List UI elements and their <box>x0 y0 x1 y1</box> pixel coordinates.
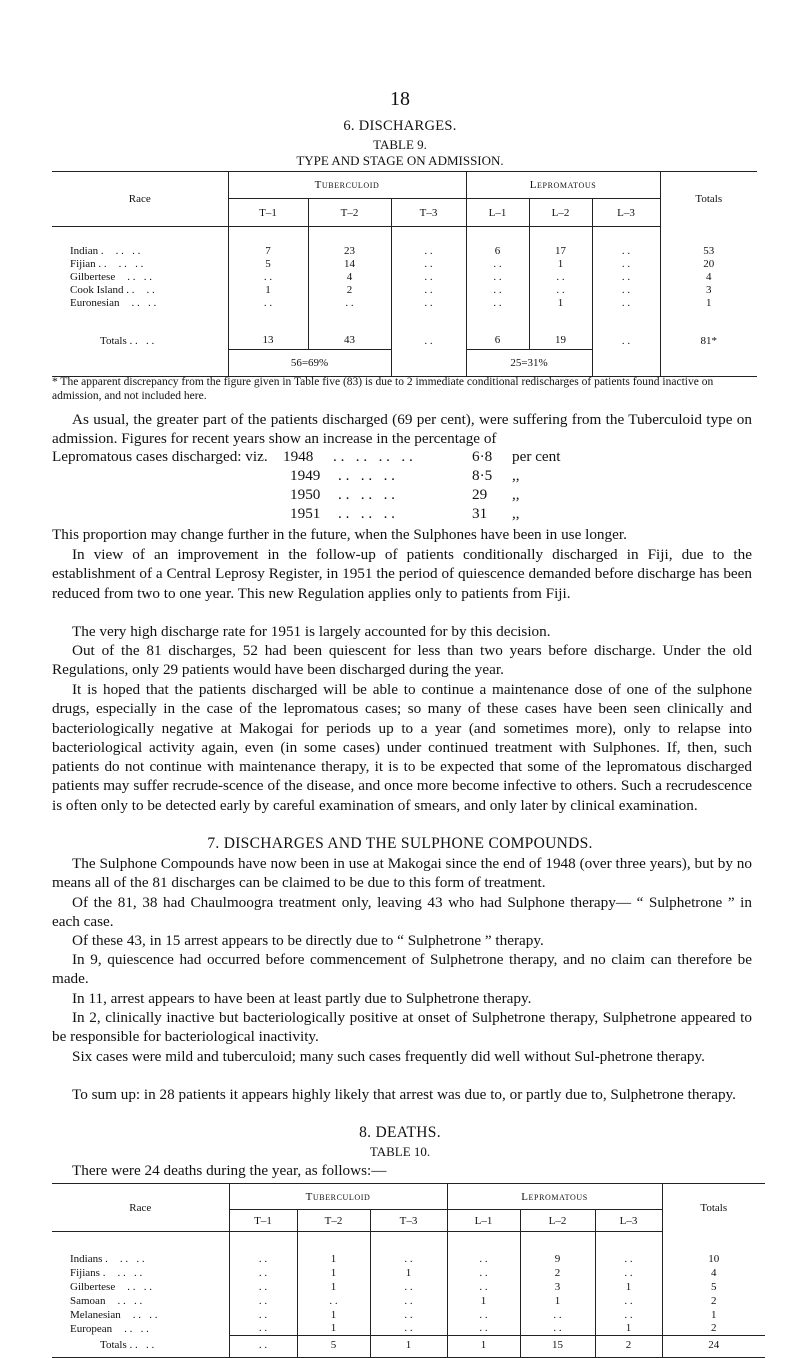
total-cell: . . <box>592 332 660 350</box>
data-cell: . . <box>370 1252 447 1266</box>
data-cell: . . <box>592 258 660 271</box>
paragraph: It is hoped that the patients discharged will be able to continue a maintenance dose of one of the sulphone drugs, especially in the case of the lepromatous cases; so many of these cases have been seen clinically and bacteriologically negative at Makogai for periods up to a year (and sometimes more), only to relapse into bacteriological activity again, even (in some cases) under continued treatment with Sulphones. If, then, such patients do not continue with maintenance therapy, it is to be expected that some of the lepromatous discharged patients may suffer recrude-scence of the disease, and once more become infective to others. Such a recrudescence is often only to be detected early by careful examination of smears, and only later by clinical examination. <box>52 681 752 814</box>
table-9-title: TYPE AND STAGE ON ADMISSION. <box>296 153 504 168</box>
data-cell: 17 <box>529 245 592 258</box>
data-cell: . . <box>228 297 308 310</box>
data-cell: . . <box>595 1266 662 1280</box>
data-cell: . . <box>229 1294 297 1308</box>
data-cell: . . <box>595 1308 662 1322</box>
data-cell: 14 <box>308 258 391 271</box>
race-header: Race <box>52 1184 229 1232</box>
data-cell: 1 <box>662 1308 765 1322</box>
data-cell: . . <box>466 271 529 284</box>
data-cell: . . <box>529 284 592 297</box>
col-header: L–2 <box>520 1210 595 1232</box>
data-cell: . . <box>595 1294 662 1308</box>
col-header: T–1 <box>228 199 308 227</box>
data-cell: . . <box>370 1322 447 1336</box>
pct-dots: . . . . . . <box>338 467 395 484</box>
data-cell: . . <box>466 258 529 271</box>
data-cell: 2 <box>662 1322 765 1336</box>
col-header: T–2 <box>297 1210 370 1232</box>
data-cell: . . <box>520 1308 595 1322</box>
pct-dots: . . . . . . <box>338 505 395 522</box>
paragraph: There were 24 deaths during the year, as follows:— <box>72 1162 387 1179</box>
total-cell: 81* <box>660 332 757 350</box>
table-row <box>52 284 757 297</box>
data-cell: 20 <box>660 258 757 271</box>
data-cell: 1 <box>595 1280 662 1294</box>
section-7-heading: 7. DISCHARGES AND THE SULPHONE COMPOUNDS. <box>207 835 593 852</box>
data-cell: . . <box>466 284 529 297</box>
lepromatous-intro: Lepromatous cases discharged: viz. <box>52 448 268 465</box>
data-cell: 1 <box>660 297 757 310</box>
table-9-label: TABLE 9. <box>373 137 427 152</box>
data-cell: 2 <box>662 1294 765 1308</box>
table-row <box>52 245 757 258</box>
page-number: 18 <box>390 88 410 110</box>
data-cell: . . <box>447 1308 520 1322</box>
lepromatous-header: Lepromatous <box>447 1184 662 1210</box>
data-cell: . . <box>229 1252 297 1266</box>
tuberculoid-subtotal: 56=69% <box>228 350 391 377</box>
data-cell: . . <box>370 1280 447 1294</box>
col-header: L–1 <box>447 1210 520 1232</box>
col-header: L–1 <box>466 199 529 227</box>
data-cell: . . <box>391 297 466 310</box>
race-cell: Samoan . . . . <box>70 1294 143 1307</box>
table-row <box>52 1308 765 1322</box>
pct-dots: . . . . . . . . <box>333 448 413 465</box>
data-cell: 6 <box>466 245 529 258</box>
pct-unit: ,, <box>512 467 520 484</box>
col-header: L–3 <box>595 1210 662 1232</box>
data-cell: 4 <box>308 271 391 284</box>
paragraph: In 9, quiescence had occurred before commencement of Sulphetrone therapy, and no claim can therefore be made. <box>52 951 752 988</box>
total-cell: 13 <box>228 332 308 350</box>
paragraph: This proportion may change further in the future, when the Sulphones have been in use longer. <box>52 526 627 543</box>
data-cell: . . <box>391 271 466 284</box>
table-row <box>52 258 757 271</box>
race-cell: Indians . . . . . <box>70 1252 145 1265</box>
table-row <box>52 1322 765 1336</box>
col-header: T–1 <box>229 1210 297 1232</box>
paragraph: The Sulphone Compounds have now been in use at Makogai since the end of 1948 (over three years), but by no means all of the 81 discharges can be claimed to be due to this form of treatment. <box>52 855 752 892</box>
race-cell: Euronesian . . . . <box>70 297 157 309</box>
total-cell: 6 <box>466 332 529 350</box>
data-cell: 10 <box>662 1252 765 1266</box>
race-cell: Gilbertese . . . . <box>70 271 152 283</box>
paragraph: In 2, clinically inactive but bacteriologically positive at onset of Sulphetrone therapy, Sulphetrone appeared to be responsible for bacteriological inactivity. <box>52 1009 752 1046</box>
table-row <box>52 1294 765 1308</box>
table-row <box>52 1280 765 1294</box>
section-6-heading: 6. DISCHARGES. <box>343 118 457 134</box>
paragraph: Of the 81, 38 had Chaulmoogra treatment only, leaving 43 who had Sulphone therapy— “ Sulphetrone ” in each case. <box>52 894 752 931</box>
race-cell: Fijian . . . . . . <box>70 258 144 270</box>
data-cell: . . <box>229 1308 297 1322</box>
data-cell: 1 <box>529 258 592 271</box>
table-row <box>52 271 757 284</box>
data-cell: 4 <box>660 271 757 284</box>
race-cell: Melanesian . . . . <box>70 1308 158 1321</box>
totals-row <box>52 1336 765 1354</box>
data-cell: . . <box>229 1266 297 1280</box>
data-cell: 1 <box>228 284 308 297</box>
table-9-footnote: * The apparent discrepancy from the figure given in Table five (83) is due to 2 immediate conditional redischarges of patients found inactive on admission, and not included here. <box>52 376 714 402</box>
lepromatous-subtotal: 25=31% <box>466 350 592 377</box>
data-cell: . . <box>370 1308 447 1322</box>
pct-unit: ,, <box>512 486 520 503</box>
table-row <box>52 1266 765 1280</box>
tuberculoid-header: Tuberculoid <box>228 172 466 199</box>
col-header: L–2 <box>529 199 592 227</box>
data-cell: . . <box>595 1252 662 1266</box>
data-cell: . . <box>529 271 592 284</box>
total-cell: 43 <box>308 332 391 350</box>
data-cell: 1 <box>520 1294 595 1308</box>
race-cell: European . . . . <box>70 1322 149 1335</box>
total-cell: 1 <box>370 1336 447 1354</box>
totals-label: Totals . . . . <box>100 334 155 347</box>
data-cell: . . <box>229 1322 297 1336</box>
data-cell: . . <box>308 297 391 310</box>
section-8-heading: 8. DEATHS. <box>359 1124 441 1141</box>
pct-value: 6·8 <box>472 448 493 465</box>
table-9 <box>52 171 757 377</box>
paragraph: The very high discharge rate for 1951 is largely accounted for by this decision. <box>72 623 551 640</box>
data-cell: 1 <box>447 1294 520 1308</box>
col-header: T–3 <box>370 1210 447 1232</box>
race-cell: Fijians . . . . . <box>70 1266 143 1279</box>
paragraph: To sum up: in 28 patients it appears highly likely that arrest was due to, or partly due to, Sulphetrone therapy. <box>72 1086 736 1103</box>
col-header: T–3 <box>391 199 466 227</box>
race-header: Race <box>52 172 228 227</box>
pct-unit: ,, <box>512 505 520 522</box>
data-cell: 5 <box>662 1280 765 1294</box>
data-cell: . . <box>447 1280 520 1294</box>
data-cell: . . <box>447 1322 520 1336</box>
paragraph: As usual, the greater part of the patients discharged (69 per cent), were suffering from the Tuberculoid type on admission. Figures for recent years show an increase in the percentage of <box>52 411 752 448</box>
pct-value: 8·5 <box>472 467 493 484</box>
table-row <box>52 1252 765 1266</box>
data-cell: 1 <box>529 297 592 310</box>
data-cell: 3 <box>660 284 757 297</box>
paragraph: Six cases were mild and tuberculoid; many such cases frequently did well without Sul-phetrone therapy. <box>72 1048 705 1065</box>
data-cell: . . <box>229 1280 297 1294</box>
data-cell: 1 <box>297 1280 370 1294</box>
total-cell: 19 <box>529 332 592 350</box>
data-cell: . . <box>370 1294 447 1308</box>
data-cell: 5 <box>228 258 308 271</box>
data-cell: 1 <box>297 1252 370 1266</box>
pct-value: 31 <box>472 505 488 522</box>
table-row <box>52 297 757 310</box>
data-cell: . . <box>466 297 529 310</box>
data-cell: 7 <box>228 245 308 258</box>
pct-year: 1951 <box>290 505 321 522</box>
pct-year: 1949 <box>290 467 321 484</box>
data-cell: . . <box>447 1252 520 1266</box>
data-cell: 1 <box>297 1322 370 1336</box>
data-cell: . . <box>447 1266 520 1280</box>
data-cell: 4 <box>662 1266 765 1280</box>
data-cell: 2 <box>520 1266 595 1280</box>
paragraph: In view of an improvement in the follow-up of patients conditionally discharged in Fiji, due to the establishment of a Central Leprosy Register, in 1951 the period of quiescence demanded before discharge has been reduced from two to one year. This new Regulation applies only to patients from Fiji. <box>52 546 752 602</box>
paragraph: In 11, arrest appears to have been at least partly due to Sulphetrone therapy. <box>72 990 532 1007</box>
data-cell: 1 <box>297 1308 370 1322</box>
data-cell: 2 <box>308 284 391 297</box>
table-10-label: TABLE 10. <box>369 1144 431 1159</box>
data-cell: . . <box>592 297 660 310</box>
data-cell: 1 <box>370 1266 447 1280</box>
lepromatous-header: Lepromatous <box>466 172 660 199</box>
data-cell: . . <box>391 245 466 258</box>
totals-label: Totals . . . . <box>100 1338 155 1351</box>
data-cell: . . <box>391 258 466 271</box>
total-cell: 2 <box>595 1336 662 1354</box>
col-header: L–3 <box>592 199 660 227</box>
data-cell: . . <box>297 1294 370 1308</box>
paragraph: Out of the 81 discharges, 52 had been quiescent for less than two years before discharge. Under the old Regulations, only 29 patients would have been discharged during the year. <box>52 642 752 679</box>
data-cell: 53 <box>660 245 757 258</box>
col-header: T–2 <box>308 199 391 227</box>
total-cell: 5 <box>297 1336 370 1354</box>
pct-year: 1948 <box>283 448 314 465</box>
total-cell: . . <box>391 332 466 350</box>
totals-header: Totals <box>660 172 757 227</box>
tuberculoid-header: Tuberculoid <box>229 1184 447 1210</box>
data-cell: 23 <box>308 245 391 258</box>
data-cell: . . <box>520 1322 595 1336</box>
total-cell: 1 <box>447 1336 520 1354</box>
totals-header: Totals <box>662 1184 765 1232</box>
total-cell: 15 <box>520 1336 595 1354</box>
pct-value: 29 <box>472 486 488 503</box>
pct-dots: . . . . . . <box>338 486 395 503</box>
data-cell: . . <box>592 271 660 284</box>
data-cell: . . <box>592 284 660 297</box>
data-cell: 3 <box>520 1280 595 1294</box>
total-cell: 24 <box>662 1336 765 1354</box>
paragraph: Of these 43, in 15 arrest appears to be directly due to “ Sulphetrone ” therapy. <box>72 932 544 949</box>
data-cell: . . <box>592 245 660 258</box>
data-cell: . . <box>228 271 308 284</box>
data-cell: 1 <box>297 1266 370 1280</box>
table-10 <box>52 1183 765 1358</box>
pct-year: 1950 <box>290 486 321 503</box>
race-cell: Cook Island . . . . <box>70 284 155 296</box>
data-cell: 9 <box>520 1252 595 1266</box>
totals-row <box>52 332 757 350</box>
pct-unit: per cent <box>512 448 561 465</box>
data-cell: . . <box>391 284 466 297</box>
data-cell: 1 <box>595 1322 662 1336</box>
total-cell: . . <box>229 1336 297 1354</box>
race-cell: Indian . . . . . <box>70 245 141 257</box>
race-cell: Gilbertese . . . . <box>70 1280 152 1293</box>
